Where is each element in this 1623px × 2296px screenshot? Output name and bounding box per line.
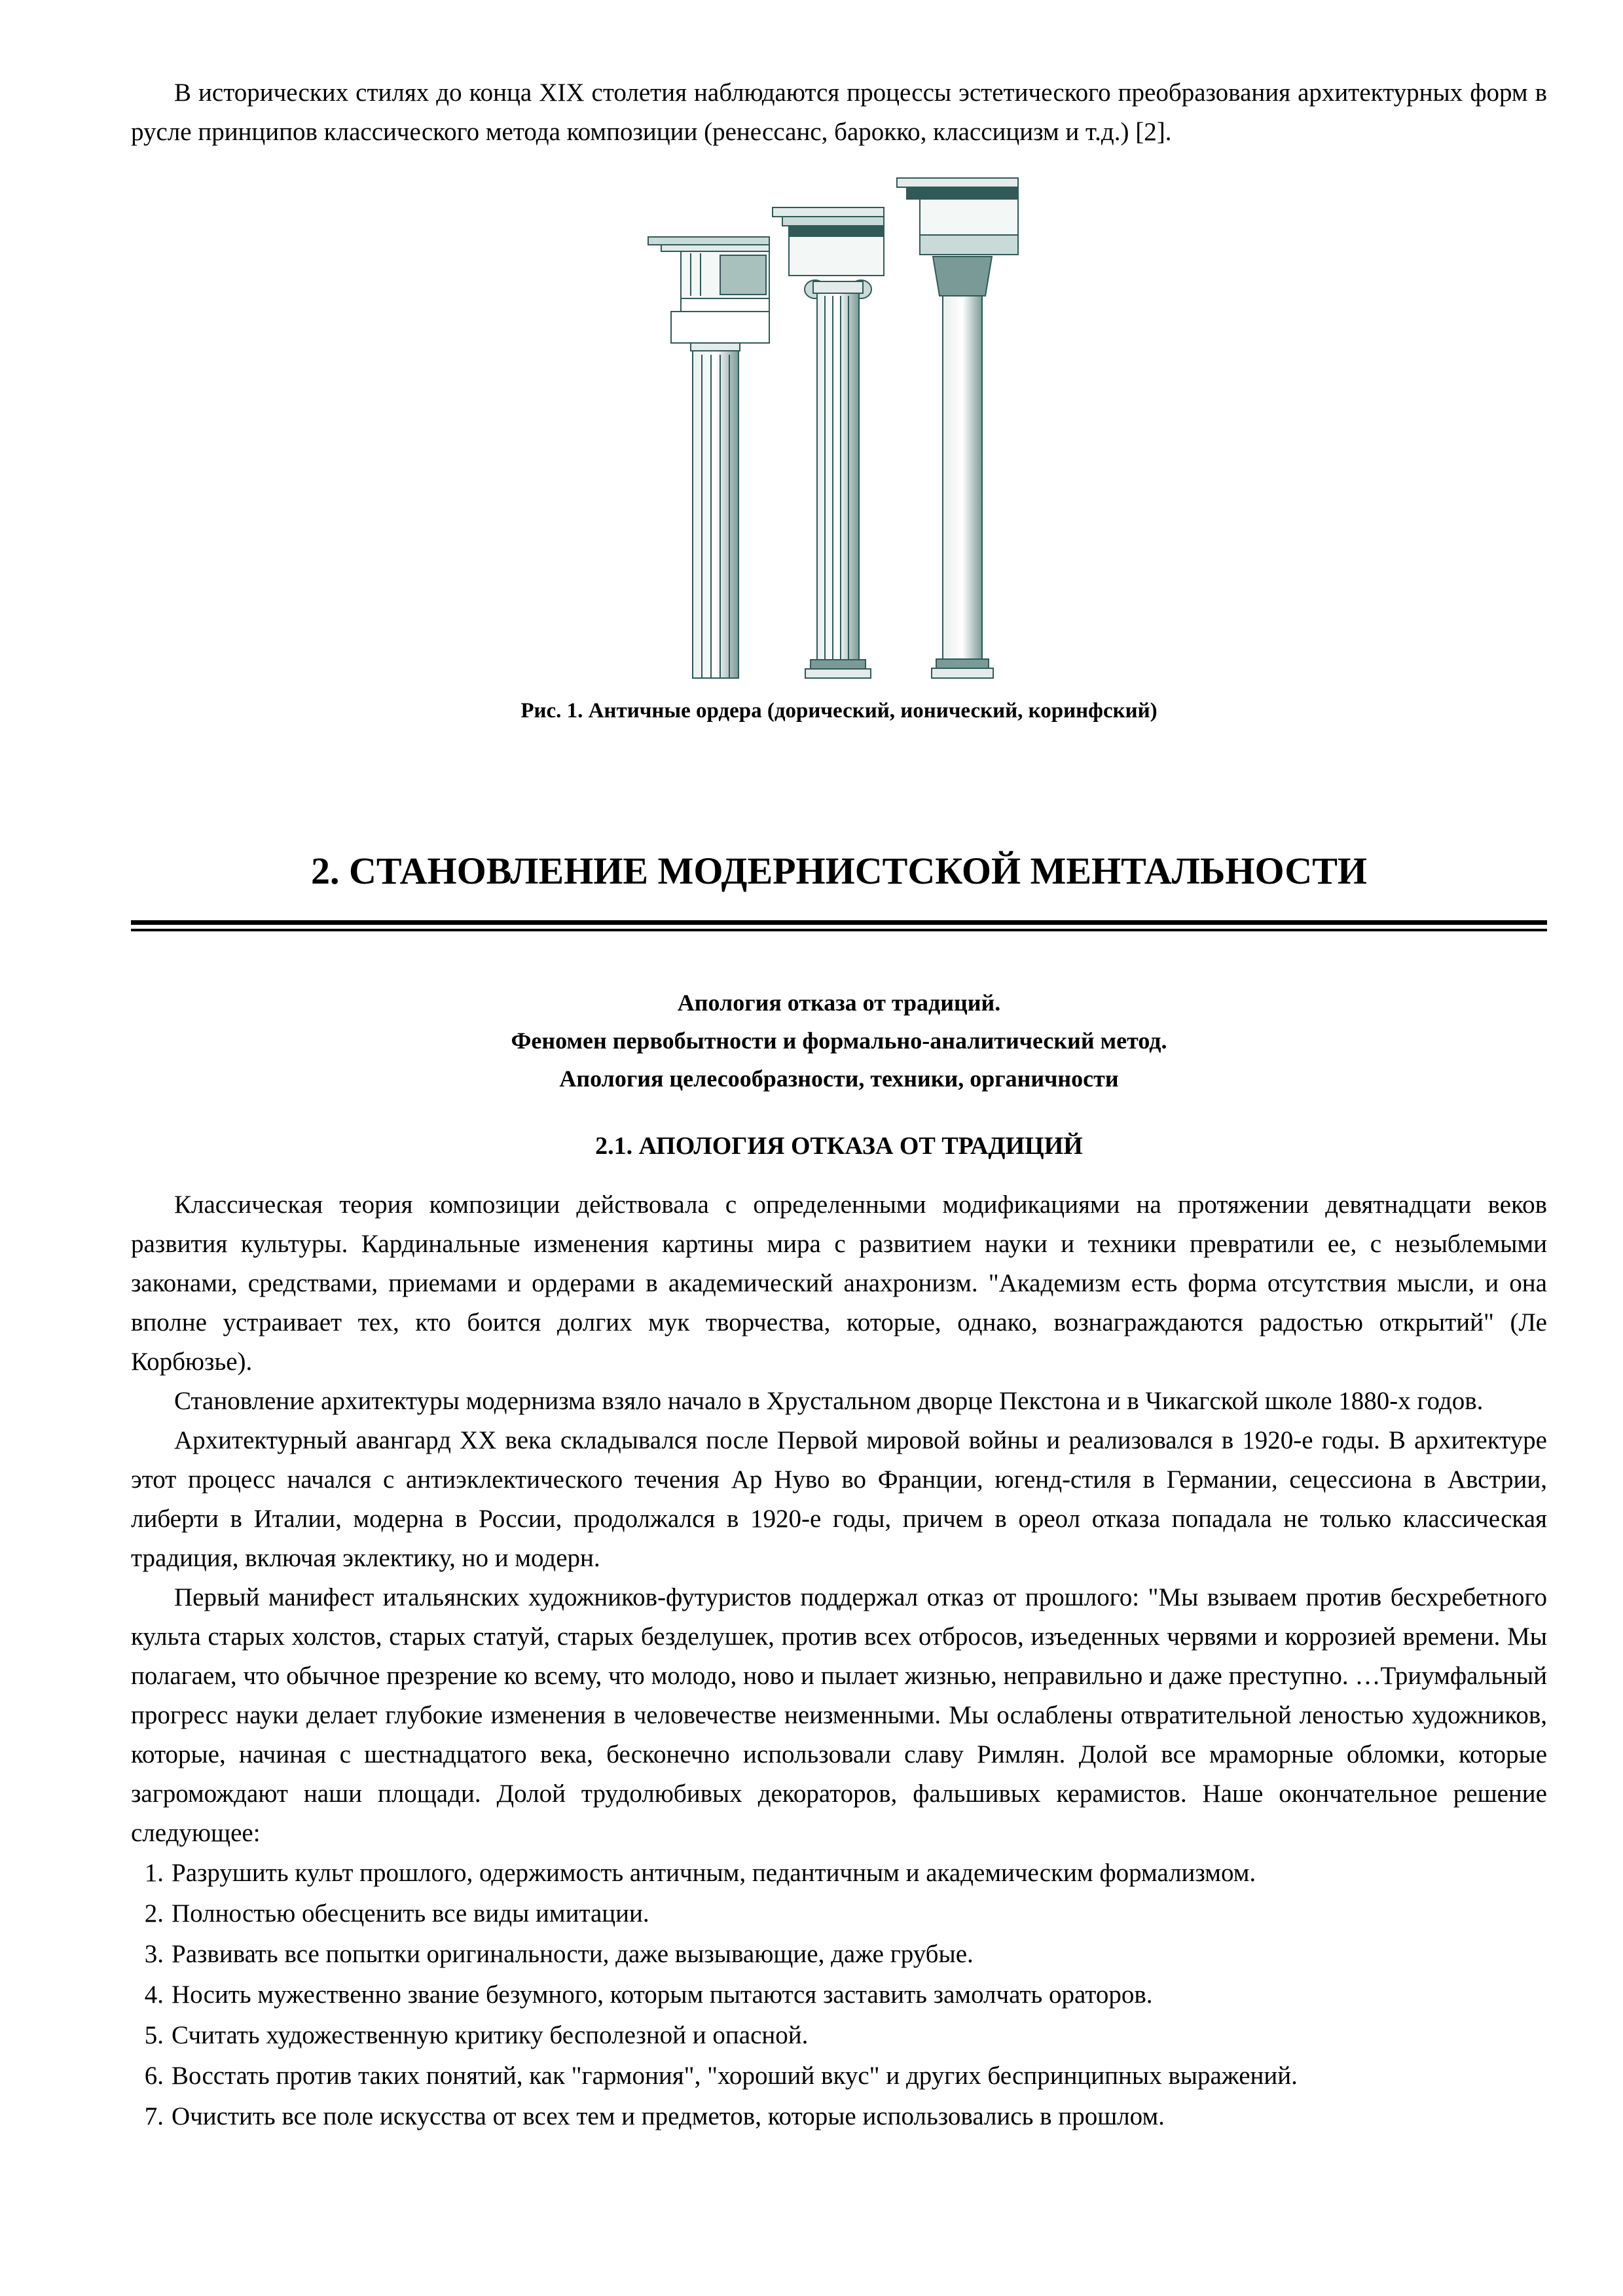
list-item: [131, 2056, 1547, 2096]
list-item: [131, 2015, 1547, 2056]
list-item: [131, 2096, 1547, 2137]
list-number: 5.: [144, 2021, 164, 2049]
body-paragraph: Архитектурный авангард XX века складывался после Первой мировой войны и реализовался в 1920-е годы. В архитектуре этот процесс начался с антиэклектического течения Ар Нуво во Франции, югенд-стиля в Германии, сецессиона в Австрии, либерти в Италии, модерна в России, продолжался в 1920-е годы, причем в ореол отказа попадала не только классическая традиция, включая эклектику, но и модерн.: [131, 1426, 1547, 1572]
list-item: [131, 1934, 1547, 1975]
subhead: Апология целесообразности, техники, органичности: [559, 1066, 1119, 1092]
list-number: 4.: [144, 1981, 164, 2009]
manifesto-list: [131, 1853, 1547, 2137]
list-text: Разрушить культ прошлого, одержимость античным, педантичным и академическим формализмом.: [172, 1859, 1256, 1887]
list-number: 6.: [144, 2062, 164, 2090]
body-paragraph: Становление архитектуры модернизма взяло начало в Хрустальном дворце Пекстона и в Чикагской школе 1880-х годов.: [174, 1387, 1484, 1415]
doric-column: [648, 237, 769, 678]
list-text: Считать художественную критику бесполезной и опасной.: [172, 2021, 809, 2049]
section-heading: 2. СТАНОВЛЕНИЕ МОДЕРНИСТСКОЙ МЕНТАЛЬНОСТИ: [310, 850, 1367, 892]
body-paragraph: Классическая теория композиции действовала с определенными модификациями на протяжении девятнадцати веков развития культуры. Кардинальные изменения картины мира с развитием науки и техники превратили ее, с незыблемыми законами, средствами, приемами и ордерами в академический анахронизм. "Академизм есть форма отсутствия мысли, и она вполне устраивает тех, кто боится долгих мук творчества, которые, однако, вознаграждаются радостью открытий" (Ле Корбюзье).: [131, 1191, 1547, 1376]
ionic-column: [773, 207, 884, 678]
list-item: [131, 1853, 1547, 1893]
section-subheads: [131, 984, 1547, 1098]
list-number: 1.: [144, 1859, 164, 1887]
list-item: [131, 1893, 1547, 1934]
corinthian-column: [897, 178, 1018, 678]
list-text: Восстать против таких понятий, как "гармония", "хороший вкус" и других беспринципных выражений.: [172, 2062, 1298, 2090]
subsection-heading: 2.1. АПОЛОГИЯ ОТКАЗА ОТ ТРАДИЦИЙ: [595, 1132, 1083, 1160]
classical-orders-illustration: [642, 165, 1270, 689]
list-text: Полностью обесценить все виды имитации.: [172, 1899, 649, 1928]
body-paragraph: Первый манифест итальянских художников-футуристов поддержал отказ от прошлого: "Мы взываем против бесхребетного культа старых холстов, старых статуй, старых безделушек, против всех отбросов, изъеденных червями и коррозией времени. Мы полагаем, что обычное презрение ко всему, что молодо, ново и пылает жизнью, неправильно и даже преступно. …Триумфальный прогресс науки делает глубокие изменения в человечестве неизменными. Мы ослаблены отвратительной леностью художников, которые, начиная с шестнадцатого века, бесконечно использовали славу Римлян. Долой все мраморные обломки, которые загромождают наши площади. Долой трудолюбивых декораторов, фальшивых керамистов. Наше окончательное решение следующее:: [131, 1583, 1547, 1847]
list-number: 2.: [144, 1899, 164, 1928]
list-text: Развивать все попытки оригинальности, даже вызывающие, даже грубые.: [172, 1940, 974, 1968]
list-text: Очистить все поле искусства от всех тем и предметов, которые использовались в прошлом.: [172, 2102, 1165, 2130]
double-rule-divider: [131, 920, 1547, 931]
figure-classical-orders: [131, 165, 1547, 689]
list-number: 7.: [144, 2102, 164, 2130]
subhead: Апология отказа от традиций.: [677, 990, 1001, 1016]
list-item: [131, 1975, 1547, 2015]
document-page: [131, 73, 1547, 2137]
list-text: Носить мужественно звание безумного, которым пытаются заставить замолчать ораторов.: [172, 1981, 1153, 2009]
figure-caption: Рис. 1. Античные ордера (дорический, ионический, коринфский): [520, 699, 1158, 723]
list-number: 3.: [144, 1940, 164, 1968]
intro-paragraph: В исторических стилях до конца XIX столетия наблюдаются процессы эстетического преобразования архитектурных форм в русле принципов классического метода композиции (ренессанс, барокко, классицизм и т.д.) [2].: [131, 79, 1547, 146]
subhead: Феномен первобытности и формально-аналитический метод.: [511, 1028, 1167, 1054]
